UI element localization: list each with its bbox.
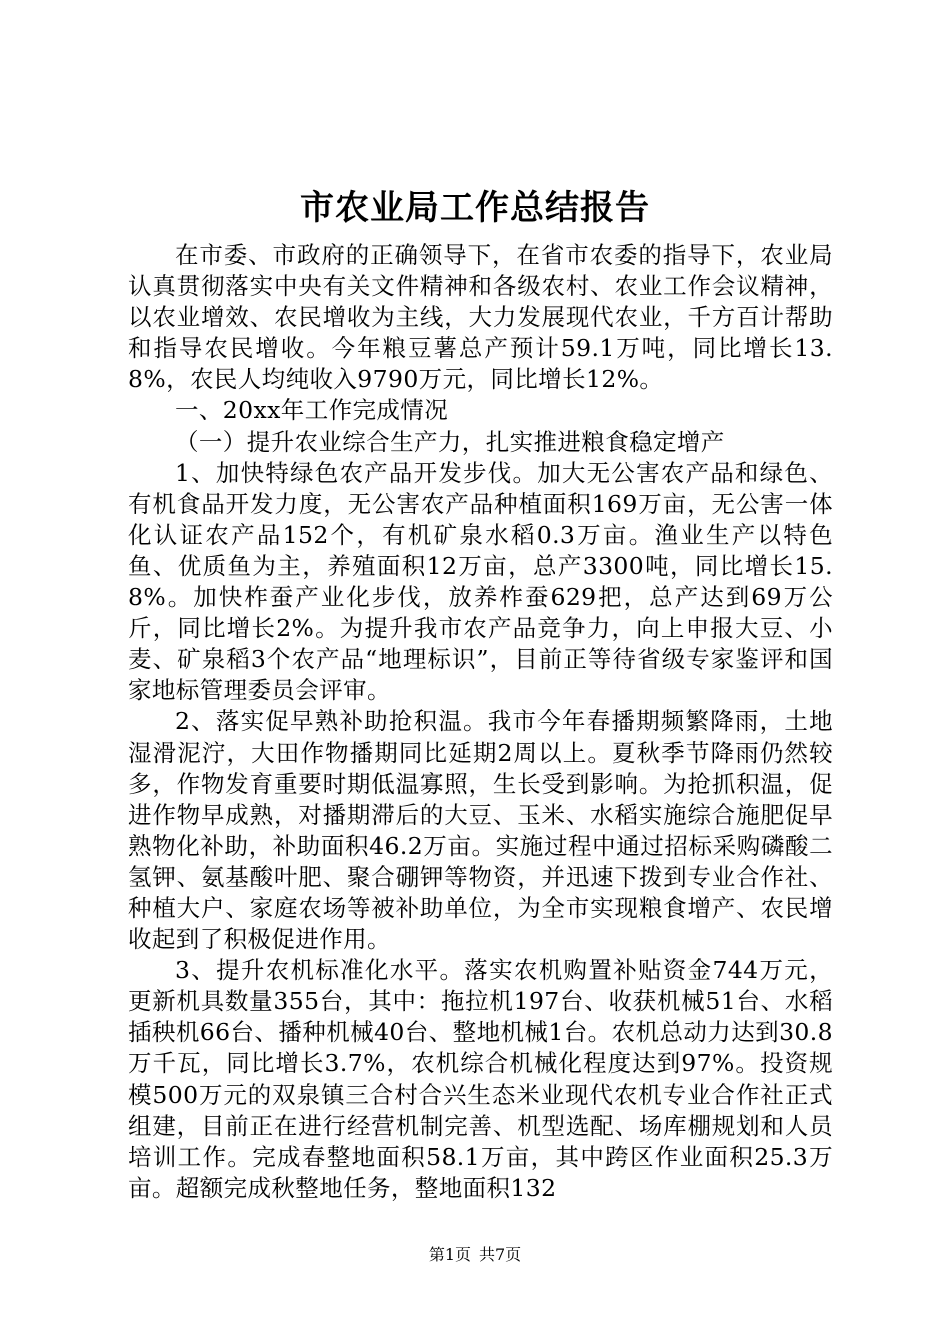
paragraph-intro: 在市委、市政府的正确领导下，在省市农委的指导下，农业局认真贯彻落实中央有关文件精神和各级农村、农业工作会议精神，以农业增效、农民增收为主线，大力发展现代农业，千方百计帮助和指导农民增收。今年粮豆薯总产预计59.1万吨，同比增长13.8%，农民人均纯收入9790万元，同比增长12%。 — [128, 241, 833, 394]
document-title: 市农业局工作总结报告 — [300, 188, 650, 228]
paragraph-item-3: 3、提升农机标准化水平。落实农机购置补贴资金744万元，更新机具数量355台，其中：拖拉机197台、收获机械51台、水稻插秧机66台、播种机械40台、整地机械1台。农机总动力达到30.8万千瓦，同比增长3.7%，农机综合机械化程度达到97%。投资规模500万元的双泉镇三合村合兴生态米业现代农机专业合作社正式组建，目前正在进行经营机制完善、机型选配、场库棚规划和人员培训工作。完成春整地面积58.1万亩，其中跨区作业面积25.3万亩。超额完成秋整地任务，整地面积132 — [128, 956, 833, 1202]
subsection-heading: （一）提升农业综合生产力，扎实推进粮食稳定增产 — [175, 427, 725, 456]
paragraph-item-1: 1、加快特绿色农产品开发步伐。加大无公害农产品和绿色、有机食品开发力度，无公害农产品种植面积169万亩，无公害一体化认证农产品152个，有机矿泉水稻0.3万亩。渔业生产以特色鱼、优质鱼为主，养殖面积12万亩，总产3300吨，同比增长15.8%。加快柞蚕产业化步伐，放养柞蚕629把，总产达到69万公斤，同比增长2%。为提升我市农产品竞争力，向上申报大豆、小麦、矿泉稻3个农产品“地理标识”，目前正等待省级专家鉴评和国家地标管理委员会评审。 — [128, 458, 833, 705]
page-number: 第1页 — [428, 1245, 471, 1264]
page-total: 共7页 — [479, 1245, 522, 1264]
document-body — [128, 240, 833, 1204]
paragraph-item-2: 2、落实促早熟补助抢积温。我市今年春播期频繁降雨，土地湿滑泥泞，大田作物播期同比延期2周以上。夏秋季节降雨仍然较多，作物发育重要时期低温寡照，生长受到影响。为抢抓积温，促进作物早成熟，对播期滞后的大豆、玉米、水稻实施综合施肥促早熟物化补助，补助面积46.2万亩。实施过程中通过招标采购磷酸二氢钾、氨基酸叶肥、聚合硼钾等物资，并迅速下拨到专业合作社、种植大户、家庭农场等被补助单位，为全市实现粮食增产、农民增收起到了积极促进作用。 — [128, 707, 833, 954]
page-footer — [0, 1244, 950, 1266]
section-heading: 一、20xx年工作完成情况 — [175, 396, 449, 425]
